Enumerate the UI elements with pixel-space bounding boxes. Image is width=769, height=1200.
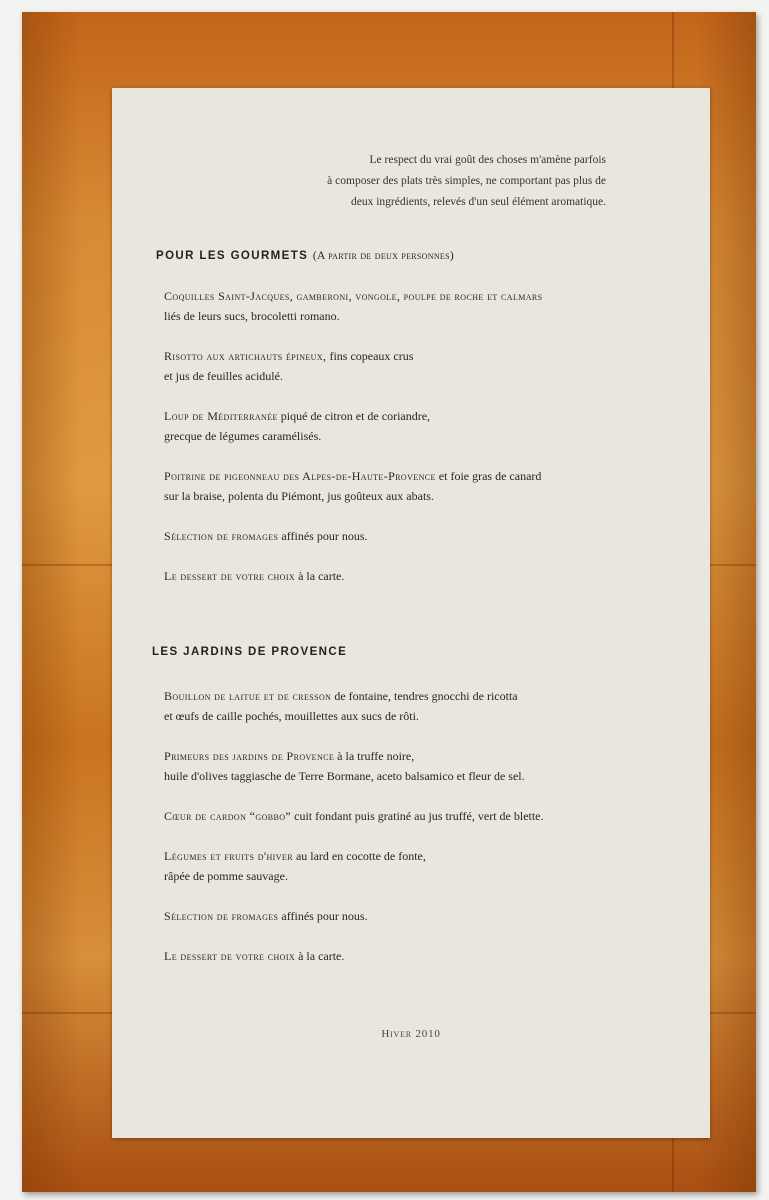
menu-board	[22, 12, 756, 1192]
intro-line: à composer des plats très simples, ne comportant pas plus de	[327, 175, 606, 187]
dish-desc: à la carte.	[295, 949, 345, 963]
menu-card	[112, 88, 710, 1138]
dish-desc: au lard en cocotte de fonte,	[292, 849, 426, 863]
dish-desc-line2: sur la braise, polenta du Piémont, jus goûteux aux abats.	[164, 489, 434, 503]
dish-item	[164, 346, 684, 386]
dish-name: Le dessert de votre choix	[164, 569, 296, 583]
dish-item	[164, 526, 684, 546]
dish-name: Le dessert de votre choix	[164, 949, 296, 963]
dish-name: Risotto aux artichauts épineux,	[164, 349, 327, 363]
dish-desc: cuit fondant puis gratiné au jus truffé, vert de blette.	[291, 809, 544, 823]
dish-name: Bouillon de laitue et de cresson	[164, 689, 332, 703]
section-title-jardins	[152, 646, 347, 658]
dish-name: Sélection de fromages	[164, 529, 279, 543]
dish-desc-line2: huile d'olives taggiasche de Terre Bormane, aceto balsamico et fleur de sel.	[164, 769, 525, 783]
section-note: (A partir de deux personnes)	[312, 250, 454, 262]
dish-item	[164, 566, 684, 586]
dish-desc: piqué de citron et de coriandre,	[277, 409, 431, 423]
dish-item	[164, 806, 684, 826]
dish-item	[164, 746, 684, 786]
dish-desc-line2: râpée de pomme sauvage.	[164, 869, 288, 883]
dish-item	[164, 946, 684, 966]
section-title-text: LES JARDINS DE PROVENCE	[152, 646, 348, 658]
dish-item	[164, 406, 684, 446]
dish-desc: fins copeaux crus	[326, 349, 414, 363]
dish-desc: et foie gras de canard	[435, 469, 542, 483]
dish-desc: à la carte.	[295, 569, 345, 583]
dish-desc: à la truffe noire,	[334, 749, 415, 763]
dish-desc: de fontaine, tendres gnocchi de ricotta	[331, 689, 518, 703]
intro-line: deux ingrédients, relevés d'un seul élément aromatique.	[351, 196, 606, 208]
section-title-gourmets	[156, 250, 454, 262]
dish-name: Primeurs des jardins de Provence	[164, 749, 335, 763]
dish-name: Sélection de fromages	[164, 909, 279, 923]
section-title-text: POUR LES GOURMETS	[156, 250, 309, 262]
intro-line: Le respect du vrai goût des choses m'amène parfois	[369, 154, 606, 166]
dish-name: Loup de Méditerranée	[164, 409, 278, 423]
dish-item	[164, 846, 684, 886]
dish-item	[164, 906, 684, 926]
dish-item	[164, 466, 684, 506]
dish-desc-line2: grecque de légumes caramélisés.	[164, 429, 322, 443]
jardins-dish-list	[164, 686, 684, 966]
dish-name: Cœur de cardon “gobbo”	[164, 809, 292, 823]
dish-name: Légumes et fruits d'hiver	[164, 849, 293, 863]
dish-desc: affinés pour nous.	[278, 909, 368, 923]
dish-item	[164, 686, 684, 726]
dish-desc-line2: liés de leurs sucs, brocoletti romano.	[164, 309, 340, 323]
intro-quote	[246, 150, 606, 213]
dish-name: Poitrine de pigeonneau des Alpes-de-Haute-Provence	[164, 469, 436, 483]
dish-desc-line2: et jus de feuilles acidulé.	[164, 369, 283, 383]
gourmets-dish-list	[164, 286, 684, 586]
dish-desc-line2: et œufs de caille pochés, mouillettes aux sucs de rôti.	[164, 709, 419, 723]
season-footer: Hiver 2010	[381, 1028, 441, 1040]
dish-item	[164, 286, 684, 326]
dish-desc: affinés pour nous.	[278, 529, 368, 543]
dish-name: Coquilles Saint-Jacques, gamberoni, vongole, poulpe de roche et calmars	[164, 289, 543, 303]
